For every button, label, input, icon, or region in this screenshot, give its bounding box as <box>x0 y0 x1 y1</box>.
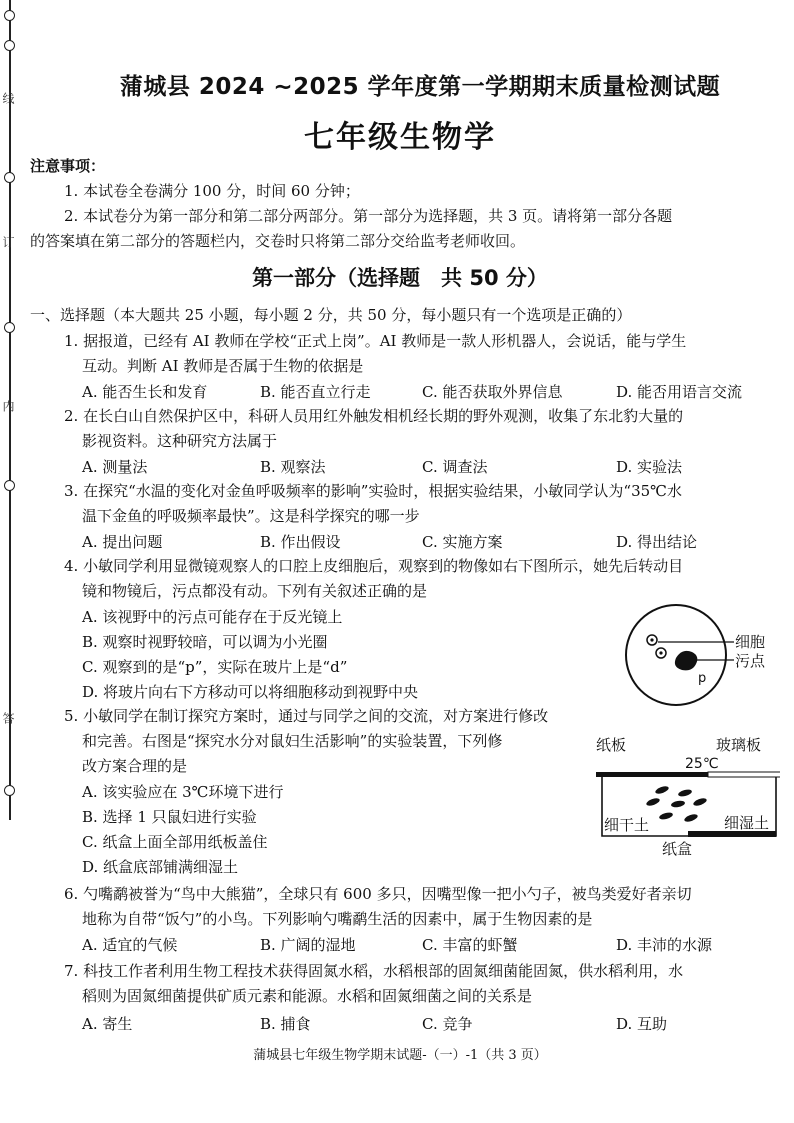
option-c: C. 能否获取外界信息 <box>422 383 563 401</box>
fig-letter-p: p <box>698 671 707 686</box>
binding-char: 内 <box>1 400 15 412</box>
binding-hole <box>4 172 15 183</box>
option-b: B. 观察时视野较暗，可以调为小光圈 <box>82 633 328 651</box>
option-c: C. 纸盒上面全部用纸板盖住 <box>82 833 268 851</box>
fig-label-cell: 细胞 <box>735 633 766 651</box>
option-a: A. 提出问题 <box>82 533 163 551</box>
binding-char: 答 <box>1 712 15 724</box>
section-title: 一、选择题（本大题共 25 小题，每小题 2 分，共 50 分，每小题只有一个选项是正确的） <box>30 306 632 324</box>
part-heading: 第一部分（选择题 共 50 分） <box>252 266 548 290</box>
question-text: 温下金鱼的呼吸频率最快”。这是科学探究的哪一步 <box>82 507 420 525</box>
option-d: D. 实验法 <box>616 458 683 476</box>
exam-title: 蒲城县 2024 ~2025 学年度第一学期期末质量检测试题 <box>119 74 721 100</box>
fig-label-wet-soil: 细湿土 <box>724 814 770 832</box>
fig-label-temperature: 25℃ <box>685 756 719 772</box>
option-c: C. 竞争 <box>422 1015 473 1033</box>
notice-heading: 注意事项： <box>30 157 106 175</box>
option-d: D. 将玻片向右下方移动可以将细胞移动到视野中央 <box>82 683 419 701</box>
binding-char: 订 <box>1 236 15 248</box>
option-c: C. 观察到的是“p”，实际在玻片上是“d” <box>82 658 348 676</box>
option-d: D. 得出结论 <box>616 533 698 551</box>
question-text: 改方案合理的是 <box>82 757 188 775</box>
question-text: 稻则为固氮细菌提供矿质元素和能源。水稻和固氮细菌之间的关系是 <box>82 987 533 1005</box>
paperboard-cover <box>596 772 708 777</box>
binding-margin <box>0 0 24 1123</box>
option-d: D. 丰沛的水源 <box>616 936 713 954</box>
field-of-view-circle <box>626 605 726 705</box>
fig-label-box: 纸盒 <box>662 840 693 858</box>
option-a: A. 该实验应在 3℃环境下进行 <box>82 783 284 801</box>
question-text: 地称为自带“饭勺”的小鸟。下列影响勺嘴鹬生活的因素中，属于生物因素的是 <box>82 910 593 928</box>
option-b: B. 作出假设 <box>260 533 341 551</box>
fig-label-glass: 玻璃板 <box>716 736 762 754</box>
glass-cover <box>708 772 780 777</box>
option-d: D. 互助 <box>616 1015 668 1033</box>
binding-hole <box>4 10 15 21</box>
binding-hole <box>4 785 15 796</box>
binding-hole <box>4 322 15 333</box>
microscope-view-figure <box>618 600 778 710</box>
binding-char: 线 <box>1 92 15 104</box>
question-text: 3. 在探究“水温的变化对金鱼呼吸频率的影响”实验时，根据实验结果，小敏同学认为“35℃水 <box>64 482 682 500</box>
question-text: 6. 勺嘴鹬被誉为“鸟中大熊猫”，全球只有 600 多只，因嘴型像一把小勺子，被鸟类爱好者亲切 <box>64 885 692 903</box>
fig-label-spot: 污点 <box>735 652 766 670</box>
option-b: B. 能否直立行走 <box>260 383 371 401</box>
fig-label-dry-soil: 细干土 <box>604 816 650 834</box>
question-text: 7. 科技工作者利用生物工程技术获得固氮水稻，水稻根部的固氮细菌能固氮，供水稻利用，水 <box>64 962 684 980</box>
option-d: D. 纸盒底部铺满细湿土 <box>82 858 239 876</box>
fig-label-paperboard: 纸板 <box>596 736 627 754</box>
question-text: 5. 小敏同学在制订探究方案时，通过与同学之间的交流，对方案进行修改 <box>64 707 549 725</box>
option-b: B. 观察法 <box>260 458 326 476</box>
option-b: B. 广阔的湿地 <box>260 936 356 954</box>
woodlouse-icon <box>645 785 707 823</box>
option-a: A. 适宜的气候 <box>82 936 178 954</box>
option-a: A. 寄生 <box>82 1015 133 1033</box>
option-c: C. 丰富的虾蟹 <box>422 936 518 954</box>
question-text: 互动。判断 AI 教师是否属于生物的依据是 <box>82 357 364 375</box>
question-text: 镜和物镜后，污点都没有动。下列有关叙述正确的是 <box>82 582 428 600</box>
binding-hole <box>4 480 15 491</box>
subject-title: 七年级生物学 <box>304 120 496 155</box>
woodlouse-experiment-figure <box>590 728 780 858</box>
option-a: A. 测量法 <box>82 458 148 476</box>
binding-hole <box>4 40 15 51</box>
question-text: 2. 在长白山自然保护区中，科研人员用红外触发相机经长期的野外观测，收集了东北豹大量的 <box>64 407 684 425</box>
question-text: 4. 小敏同学利用显微镜观察人的口腔上皮细胞后，观察到的物像如右下图所示，她先后转动目 <box>64 557 684 575</box>
option-c: C. 调查法 <box>422 458 488 476</box>
option-c: C. 实施方案 <box>422 533 503 551</box>
option-a: A. 能否生长和发育 <box>82 383 208 401</box>
question-text: 和完善。右图是“探究水分对鼠妇生活影响”的实验装置，下列修 <box>82 732 503 750</box>
question-text: 1. 据报道，已经有 AI 教师在学校“正式上岗”。AI 教师是一款人形机器人，会说话，能与学生 <box>64 332 687 350</box>
notice-item: 2. 本试卷分为第一部分和第二部分两部分。第一部分为选择题，共 3 页。请将第一部分各题 <box>64 207 673 225</box>
option-b: B. 选择 1 只鼠妇进行实验 <box>82 808 257 826</box>
notice-item: 的答案填在第二部分的答题栏内，交卷时只将第二部分交给监考老师收回。 <box>30 232 526 250</box>
notice-item: 1. 本试卷全卷满分 100 分，时间 60 分钟； <box>64 182 360 200</box>
question-text: 影视资料。这种研究方法属于 <box>82 432 278 450</box>
option-a: A. 该视野中的污点可能存在于反光镜上 <box>82 608 343 626</box>
page-footer: 蒲城县七年级生物学期末试题-（一）-1（共 3 页） <box>253 1048 547 1063</box>
option-b: B. 捕食 <box>260 1015 311 1033</box>
option-d: D. 能否用语言交流 <box>616 383 743 401</box>
